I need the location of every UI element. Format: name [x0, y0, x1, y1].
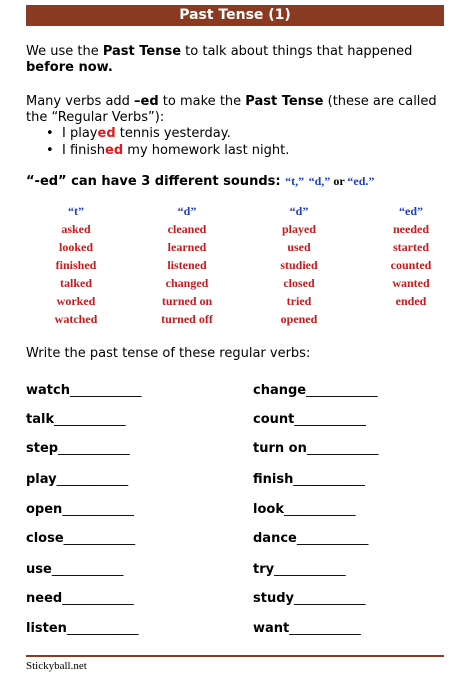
- exercise-item: [253, 441, 378, 456]
- verb-word: played: [281, 222, 316, 236]
- verb-word: listened: [167, 258, 207, 272]
- exercise-verb: turn on: [253, 441, 307, 456]
- exercise-item: [26, 621, 138, 636]
- sounds-or: or: [330, 174, 348, 188]
- verb-word: closed: [283, 276, 315, 290]
- intro-text: the “Regular Verbs”):: [26, 110, 165, 125]
- answer-blank[interactable]: ___________: [306, 383, 378, 398]
- exercise-item: [26, 383, 141, 398]
- verb-word: needed: [393, 222, 429, 236]
- verb-word: turned on: [161, 294, 213, 308]
- verb-word: wanted: [392, 276, 430, 290]
- column-t: [31, 202, 121, 328]
- intro-text: Many verbs add: [26, 94, 135, 109]
- verb-word: opened: [280, 312, 318, 326]
- exercise-item: [26, 472, 128, 487]
- answer-blank[interactable]: ___________: [56, 472, 129, 487]
- exercise-item: [253, 412, 366, 427]
- exercise-item: [253, 472, 365, 487]
- exercise-item: [253, 621, 361, 636]
- footer-divider: [26, 655, 444, 657]
- intro-keyword: Past Tense: [102, 44, 182, 59]
- example-text: tennis yesterday.: [115, 126, 231, 141]
- intro-keyword: before now.: [26, 60, 113, 75]
- answer-blank[interactable]: ___________: [62, 502, 134, 517]
- answer-blank[interactable]: ___________: [62, 591, 134, 606]
- site-credit: Stickyball.net: [26, 660, 87, 672]
- answer-blank[interactable]: ___________: [296, 531, 369, 546]
- exercise-item: [253, 531, 368, 546]
- exercise-verb: need: [26, 591, 63, 606]
- intro-paragraph-2: [26, 94, 437, 126]
- verb-word: looked: [58, 240, 93, 254]
- sound-t: “t,”: [285, 174, 305, 188]
- verb-word: started: [393, 240, 429, 254]
- answer-blank[interactable]: ___________: [63, 531, 136, 546]
- sound-ed: “ed.”: [347, 174, 375, 188]
- exercise-instruction: Write the past tense of these regular verbs:: [26, 346, 311, 361]
- verb-columns: [26, 202, 444, 332]
- exercise-verb: want: [253, 621, 290, 636]
- intro-text: (these are called: [323, 94, 437, 109]
- exercise-item: [26, 531, 135, 546]
- intro-paragraph-1: [26, 44, 412, 76]
- column-ed: [366, 202, 456, 310]
- example-list: [46, 125, 289, 159]
- exercise-verb: open: [26, 502, 63, 517]
- answer-blank[interactable]: ___________: [54, 412, 126, 427]
- example-item: [46, 125, 289, 142]
- exercise-verb: step: [26, 441, 59, 456]
- verb-word: talked: [59, 276, 92, 290]
- sounds-line: [26, 174, 374, 189]
- column-header: “ed”: [399, 204, 423, 218]
- verb-word: turned off: [161, 312, 213, 326]
- intro-keyword: Past Tense: [245, 94, 324, 109]
- example-highlight: ed: [97, 126, 116, 141]
- exercise-item: [26, 591, 134, 606]
- verb-word: studied: [280, 258, 318, 272]
- exercise-item: [253, 502, 355, 517]
- answer-blank[interactable]: ___________: [294, 591, 366, 606]
- answer-blank[interactable]: ___________: [274, 562, 346, 577]
- answer-blank[interactable]: ___________: [294, 412, 366, 427]
- verb-word: ended: [395, 294, 427, 308]
- answer-blank[interactable]: ___________: [58, 441, 130, 456]
- answer-blank[interactable]: ___________: [289, 621, 361, 636]
- answer-blank[interactable]: ___________: [283, 502, 356, 517]
- answer-blank[interactable]: ___________: [66, 621, 139, 636]
- sounds-lead: “-ed” can have 3 different sounds:: [26, 174, 286, 189]
- exercise-verb: finish: [253, 472, 294, 487]
- exercise-item: [26, 441, 130, 456]
- exercise-verb: play: [26, 472, 57, 487]
- verb-word: watched: [54, 312, 98, 326]
- bullet-icon: •: [46, 143, 54, 158]
- exercise-item: [253, 383, 378, 398]
- column-header: “d”: [177, 204, 197, 218]
- exercise-verb: try: [253, 562, 275, 577]
- example-text: I finish: [62, 143, 106, 158]
- exercise-verb: listen: [26, 621, 67, 636]
- example-text: my homework last night.: [123, 143, 290, 158]
- exercise-verb: study: [253, 591, 294, 606]
- exercise-verb: count: [253, 412, 295, 427]
- verb-word: cleaned: [167, 222, 207, 236]
- answer-blank[interactable]: ___________: [306, 441, 379, 456]
- exercise-verb: talk: [26, 412, 55, 427]
- exercise-verb: use: [26, 562, 52, 577]
- exercise-verb: close: [26, 531, 64, 546]
- column-header: “t”: [68, 204, 84, 218]
- exercise-verb: look: [253, 502, 284, 517]
- example-text: I play: [62, 126, 98, 141]
- example-highlight: ed: [105, 143, 124, 158]
- verb-word: finished: [55, 258, 97, 272]
- exercise-item: [253, 591, 366, 606]
- exercise-verb: dance: [253, 531, 297, 546]
- verb-word: worked: [56, 294, 96, 308]
- exercise-item: [26, 562, 123, 577]
- sound-d: “d,”: [308, 174, 331, 188]
- intro-text: to talk about things that happened: [181, 44, 413, 59]
- bullet-icon: •: [46, 126, 54, 141]
- intro-text: We use the: [26, 44, 103, 59]
- verb-word: changed: [165, 276, 209, 290]
- intro-keyword: –ed: [134, 94, 159, 109]
- example-item: [46, 142, 289, 159]
- exercise-item: [26, 412, 126, 427]
- verb-word: learned: [167, 240, 207, 254]
- verb-word: used: [287, 240, 311, 254]
- column-d2: [254, 202, 344, 328]
- verb-word: tried: [286, 294, 312, 308]
- answer-blank[interactable]: ___________: [69, 383, 142, 398]
- exercise-verb: change: [253, 383, 307, 398]
- answer-blank[interactable]: ___________: [293, 472, 365, 487]
- exercise-item: [253, 562, 346, 577]
- column-d1: [142, 202, 232, 328]
- verb-word: asked: [61, 222, 91, 236]
- intro-text: to make the: [158, 94, 246, 109]
- exercise-verb: watch: [26, 383, 70, 398]
- answer-blank[interactable]: ___________: [51, 562, 124, 577]
- verb-word: counted: [390, 258, 432, 272]
- exercise-item: [26, 502, 134, 517]
- column-header: “d”: [289, 204, 309, 218]
- page-title: Past Tense (1): [26, 5, 444, 26]
